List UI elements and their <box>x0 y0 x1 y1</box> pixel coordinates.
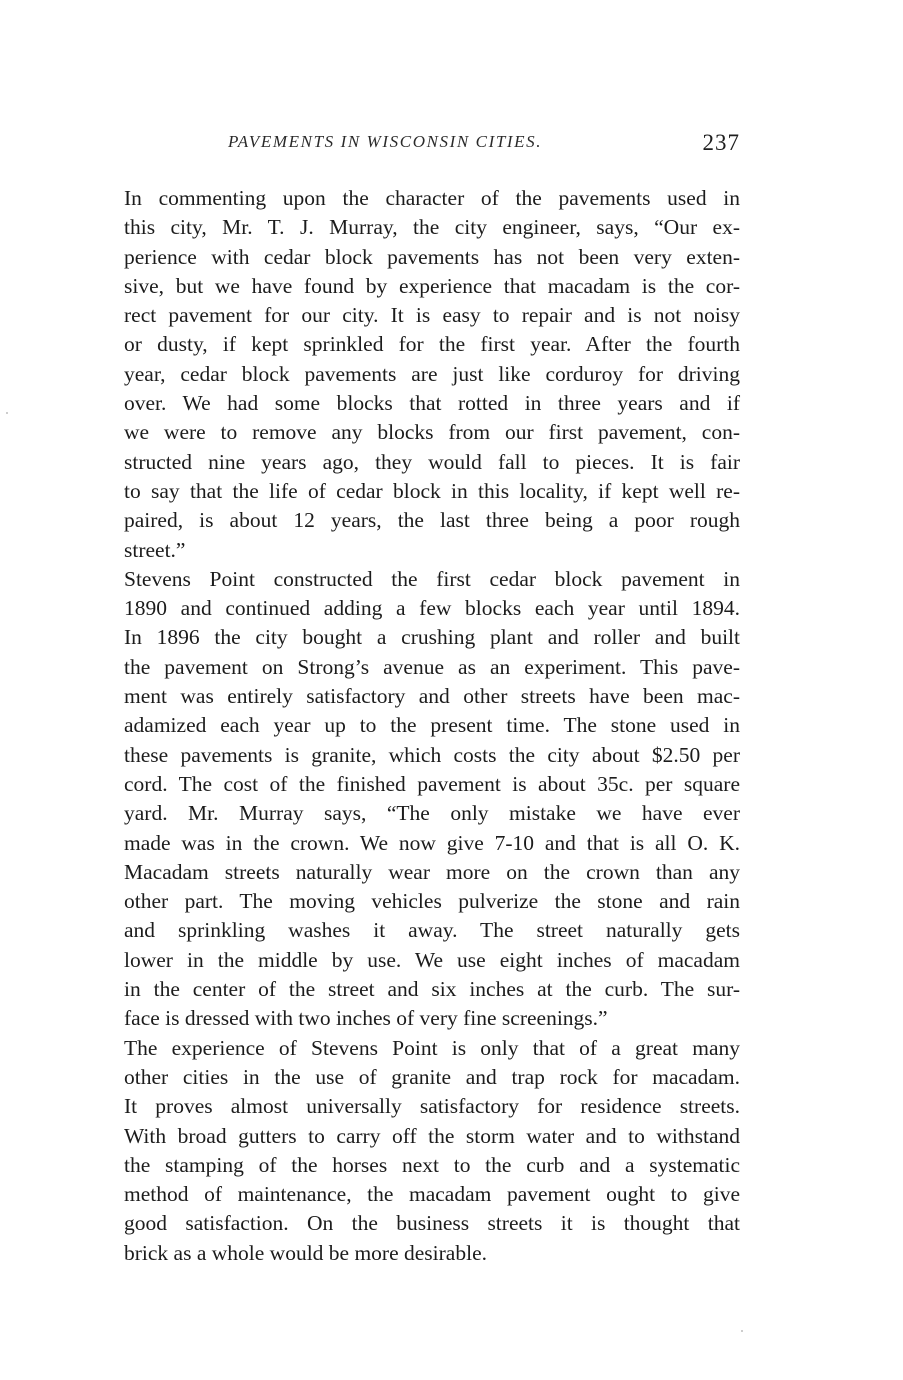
paper-speck <box>6 412 8 414</box>
text-line: rect pavement for our city. It is easy to repair and is not noisy <box>124 303 740 328</box>
text-line: lower in the middle by use. We use eight inches of macadam <box>124 947 740 972</box>
page-header <box>124 130 740 162</box>
paper-speck <box>741 1330 743 1332</box>
text-line: other cities in the use of granite and trap rock for macadam. <box>124 1064 740 1089</box>
text-line: the pavement on Strong’s avenue as an experiment. This pave- <box>124 654 740 679</box>
text-line: 1890 and continued adding a few blocks each year until 1894. <box>124 596 740 621</box>
text-line: structed nine years ago, they would fall to pieces. It is fair <box>124 449 740 474</box>
paragraph-3 <box>124 1034 740 1268</box>
text-line: we were to remove any blocks from our first pavement, con- <box>124 420 740 445</box>
text-line: With broad gutters to carry off the storm water and to withstand <box>124 1123 740 1148</box>
page-number: 237 <box>702 130 740 155</box>
paragraph-1 <box>124 184 740 565</box>
text-line: In 1896 the city bought a crushing plant and roller and built <box>124 625 740 650</box>
text-line: other part. The moving vehicles pulverize the stone and rain <box>124 889 740 914</box>
text-line: Stevens Point constructed the first cedar block pavement in <box>124 566 740 591</box>
text-line: sive, but we have found by experience that macadam is the cor- <box>124 273 740 298</box>
text-line: this city, Mr. T. J. Murray, the city engineer, says, “Our ex- <box>124 215 740 240</box>
text-line: the stamping of the horses next to the curb and a systematic <box>124 1152 740 1177</box>
text-line: ment was entirely satisfactory and other streets have been mac- <box>124 684 740 709</box>
text-line: paired, is about 12 years, the last three being a poor rough <box>124 508 740 533</box>
text-line: brick as a whole would be more desirable. <box>124 1240 487 1265</box>
text-line: perience with cedar block pavements has not been very exten- <box>124 244 740 269</box>
text-line: cord. The cost of the finished pavement is about 35c. per square <box>124 771 740 796</box>
text-line: or dusty, if kept sprinkled for the first year. After the fourth <box>124 332 740 357</box>
body-text <box>124 184 740 1268</box>
text-line: year, cedar block pavements are just like corduroy for driving <box>124 361 740 386</box>
text-line: over. We had some blocks that rotted in three years and if <box>124 391 740 416</box>
text-line: adamized each year up to the present time. The stone used in <box>124 713 740 738</box>
text-line: Macadam streets naturally wear more on the crown than any <box>124 859 740 884</box>
text-line: The experience of Stevens Point is only that of a great many <box>124 1035 740 1060</box>
text-line: these pavements is granite, which costs the city about $2.50 per <box>124 742 740 767</box>
text-line: In commenting upon the character of the pavements used in <box>124 186 740 210</box>
text-line: face is dressed with two inches of very fine screenings.” <box>124 1006 608 1031</box>
text-line: street.” <box>124 537 186 562</box>
text-line: method of maintenance, the macadam pavement ought to give <box>124 1182 740 1207</box>
text-line: to say that the life of cedar block in this locality, if kept well re- <box>124 478 740 503</box>
running-head: PAVEMENTS IN WISCONSIN CITIES. <box>228 132 543 151</box>
text-line: good satisfaction. On the business streets it is thought that <box>124 1211 740 1236</box>
text-line: yard. Mr. Murray says, “The only mistake we have ever <box>124 801 740 826</box>
text-line: It proves almost universally satisfactory for residence streets. <box>124 1094 740 1119</box>
text-line: made was in the crown. We now give 7-10 and that is all O. K. <box>124 830 740 855</box>
text-line: in the center of the street and six inches at the curb. The sur- <box>124 977 740 1002</box>
text-line: and sprinkling washes it away. The street naturally gets <box>124 918 740 943</box>
paragraph-2 <box>124 565 740 1034</box>
